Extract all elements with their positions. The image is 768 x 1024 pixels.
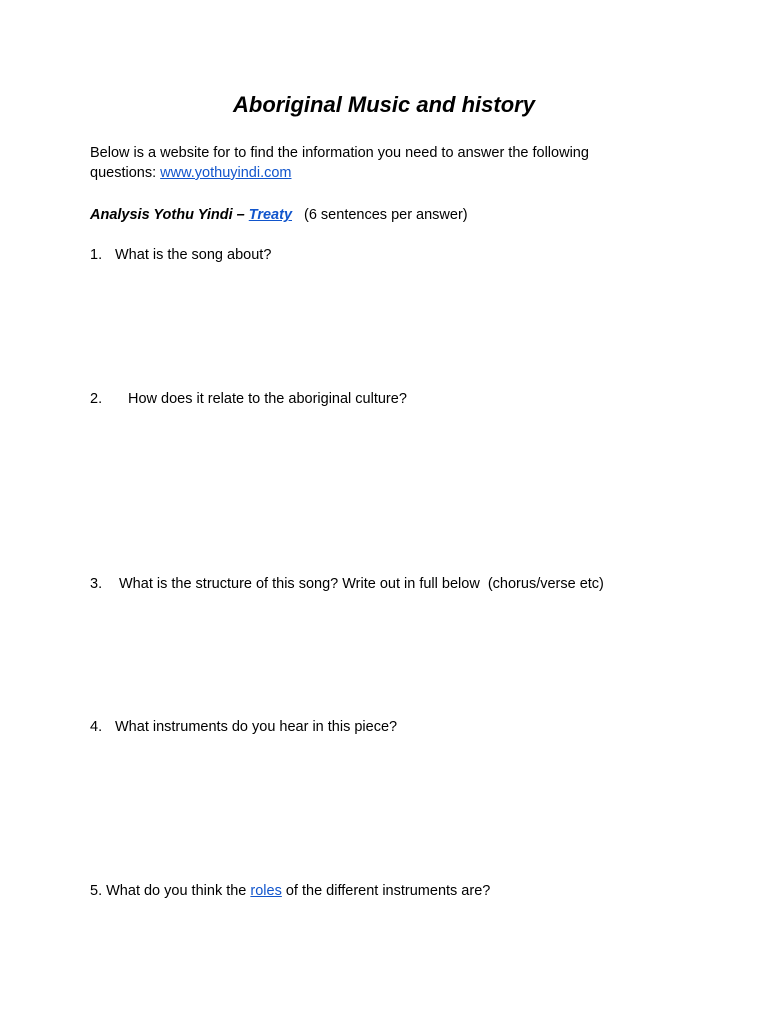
question-3 — [90, 574, 604, 594]
website-link[interactable]: www.yothuyindi.com — [160, 165, 292, 181]
question-number: 5. — [90, 883, 103, 899]
treaty-link[interactable]: Treaty — [248, 207, 293, 223]
question-number: 2. — [90, 391, 103, 407]
question-text-before: What do you think the — [106, 883, 251, 899]
analysis-note: (6 sentences per answer) — [304, 207, 468, 223]
analysis-label: Analysis Yothu Yindi – — [90, 207, 249, 223]
intro-paragraph — [90, 143, 650, 183]
page-title: Aboriginal Music and history — [233, 92, 535, 117]
roles-link[interactable]: roles — [250, 883, 282, 899]
question-text: What instruments do you hear in this piece? — [115, 719, 398, 735]
question-number: 4. — [90, 719, 103, 735]
analysis-heading — [90, 205, 468, 225]
question-4 — [90, 717, 397, 737]
question-text-after: of the different instruments are? — [281, 883, 491, 899]
question-text: What is the song about? — [115, 247, 272, 263]
question-number: 3. — [90, 576, 103, 592]
intro-text: Below is a website for to find the information you need to answer the following questions: — [90, 145, 589, 181]
question-2 — [90, 389, 407, 409]
question-text: What is the structure of this song? Write out in full below (chorus/verse etc) — [119, 576, 604, 592]
question-text: How does it relate to the aboriginal culture? — [128, 391, 407, 407]
question-1 — [90, 245, 271, 265]
question-number: 1. — [90, 247, 103, 263]
question-5 — [90, 881, 490, 901]
